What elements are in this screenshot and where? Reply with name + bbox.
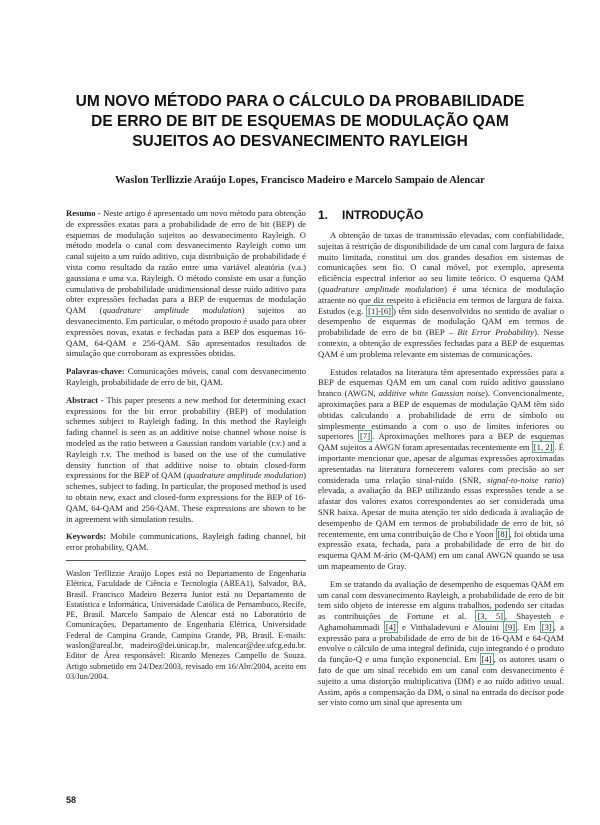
resumo [66, 208, 306, 359]
intro-p3-text: Em se tratando da avaliação de desempenho de esquemas QAM em um canal com desvanecimento Rayleigh, a probabilidade de erro de bit tem sido objeto de interesse em alguns trabalhos, podendo ser citadas as contribuições de Fortune et al. [318, 578, 564, 622]
paper-title [40, 92, 560, 152]
title-line-2: DE ERRO DE BIT DE ESQUEMAS DE MODULAÇÃO QAM [91, 113, 509, 130]
section-heading [318, 208, 564, 222]
authors: Waslon Terllizzie Araújo Lopes, Francisco Madeiro e Marcelo Sampaio de Alencar [115, 175, 485, 186]
left-column [66, 208, 306, 689]
intro-paragraph-1 [318, 230, 564, 360]
citation-link[interactable]: [4] [385, 621, 396, 632]
resumo-text-2: ) sujeitos ao desvanecimento. Em particular, o método proposto é usado para obter expressões novas, exatas e fechadas para a BEP dos esquemas 16-QAM, 64-QAM e 256-QAM. São apresentados resultados de simulação que corroboram as expressões obtidas. [66, 305, 306, 359]
citation-link[interactable]: [3, 5] [477, 611, 503, 622]
page-number: 58 [66, 795, 77, 805]
abstract [66, 395, 306, 525]
intro-p2-text-f: , foi obtida uma expressão exata, fechada, para a probabilidade de erro de bit do esquema QAM M-ário (M-QAM) em um canal AWGN quando se usa um mapeamento de Gray. [318, 528, 565, 571]
intro-p1-text-c: ) têm sido desenvolvidos no sentido de avaliar o desempenho de esquemas de modulação QAM em termos de probabilidade de erro de bit (BEP – [318, 305, 564, 338]
section-title: INTRODUÇÃO [342, 208, 424, 222]
abstract-text: This paper presents a new method for determining exact expressions for the bit error probability (BEP) of modulation schemes subject to Rayleigh fading. In this method the Rayleigh fading channel is seen as an additive noise channel whose noise is modeled as the ratio between a Gaussian random variable (r.v.) and a Rayleigh r.v. The method is based on the use of the cumulative density function of that additive noise to obtain closed-form expressions for the BEP of QAM ( [66, 394, 306, 481]
intro-p2-italic: additive white Gaussian noise [378, 388, 485, 399]
intro-p2-text-b: ). Convencionalmente, aproximações para a BEP de esquemas de modulação QAM têm sido obtidas calculando a probabilidade de erro de símbolo ou simplesmente estimando a com o uso de limites inferiores ou superiores [318, 388, 564, 442]
title-line-3: SUJEITOS AO DESVANECIMENTO RAYLEIGH [132, 133, 468, 150]
citation-link[interactable]: [7] [360, 431, 371, 442]
intro-p2-text-e: ) elevada, a avaliação da BEP utilizando essas expressões tende a se afastar dos valores exatos correspondentes ao ser considerada uma SNR baixa. Apesar de muita atenção ter sido dedicada à avaliação de desempenho de QAM em termos de probabilidade de erro de bit, só recentemente, em uma contribuição de Cho e Yoon [318, 474, 565, 539]
intro-paragraph-2 [318, 367, 564, 572]
keywords-text: Mobile communications, Rayleigh fading channel, bit error probability, QAM. [66, 531, 306, 553]
intro-p2-italic-2: signal-to-noise ratio [486, 474, 562, 485]
abstract-italic: quadrature amplitude modulation [186, 470, 304, 481]
right-column [318, 208, 564, 715]
citation-link[interactable]: [4] [481, 654, 492, 665]
resumo-italic: quadrature amplitude modulation [102, 305, 242, 316]
abstract-text-2: ) schemes, subject to fading. In particular, the proposed method is used to obtain new, exact and closed-form expressions for the BEP of 16-QAM, 64-QAM and 256-QAM. These expressions are shown to be in agreement with simulation results. [66, 470, 306, 524]
intro-p2-text-c: . Aproximações melhores para a BEP de esquemas QAM sujeitos a AWGN foram apresentadas recentemente em [318, 431, 564, 453]
intro-p1-text-b: ) é uma técnica de modulação atraente no que diz respeito à eficiência em termos de largura de faixa. Estudos (e.g. [318, 283, 565, 316]
intro-p3-text-f: , os autores usam o fato de que um sinal recebido em um canal com desvanecimento é sujeito a uma distorção multiplicativa (DM) e ao ruído aditivo usual. Assim, após a compensação da DM, o sinal na entrada do decisor pode ser visto como um sinal que apresenta um [318, 654, 564, 708]
intro-p2-text: Estudos relatados na literatura têm apresentado expressões para a BEP de esquemas QAM em um canal com ruído aditivo gaussiano branco (AWGN, [318, 366, 564, 399]
intro-p1-text: A obtenção de taxas de transmissão elevadas, com confiabilidade, sujeitas à restrição de disponibilidade de um canal com largura de faixa muito limitada, constitui um dos grandes desafios em sistemas de comunicações sem fio. O canal móvel, por exemplo, apresenta eficiência espectral inferior ao seu limite teórico. O esquema QAM ( [318, 230, 564, 294]
intro-paragraph-3 [318, 579, 564, 709]
footnote-divider [66, 560, 306, 561]
palavras-chave [66, 366, 306, 388]
resumo-text: Neste artigo é apresentado um novo método para obtenção de expressões exatas para a probabilidade de erro de bit (BEP) de esquemas de modulação sujeitos ao desvanecimento Rayleigh. O método modela o canal com desvanecimento Rayleigh como um canal sujeito a um ruído aditivo, cuja distribuição de probabilidade é vista como resultado da razão entre uma variável aleatória (v.a.) gaussiana e uma v.a. Rayleigh. O método consiste em usar a função cumulativa de probabilidade unidimensional desse ruído aditivo para obter expressões fechadas para a BEP de esquemas de modulação QAM ( [66, 208, 306, 316]
abstract-label: Abstract - [66, 394, 104, 405]
citation-link[interactable]: [1]-[6] [368, 305, 392, 316]
resumo-label: Resumo - [66, 208, 101, 218]
intro-p1-italic: quadrature amplitude modulation [320, 283, 445, 294]
intro-p3-text-b: , Shayesteh e Aghamohammadi [318, 611, 564, 632]
citation-link[interactable]: [1, 2] [533, 442, 553, 453]
title-line-1: UM NOVO MÉTODO PARA O CÁLCULO DA PROBABILIDADE [75, 93, 525, 110]
citation-link[interactable]: [8] [497, 528, 508, 539]
intro-p3-text-c: e Vitthaladevuni e Alouini [397, 621, 504, 632]
keywords-label: Keywords: [66, 531, 107, 542]
citation-link[interactable]: [3] [541, 621, 552, 632]
citation-link[interactable]: [9] [505, 621, 516, 632]
intro-p1-text-d: ). Nesse contexto, a obtenção de expressões fechadas para a BEP de esquemas QAM é um problema relevante em sistemas de comunicações. [318, 327, 564, 359]
footnote: Waslon Terllizzie Araújo Lopes está no Departamento de Engenharia Elétrica, Faculdade de Ciência e Tecnologia (AREA1), Salvador, BA, Brasil. Francisco Madeiro Bezerra Junior está no Departamento de Estatística e Informática, Universidade Católica de Pernambuco, Recife, PE, Brasil. Marcelo Sampaio de Alencar está no Laboratório de Comunicações, Departamento de Engenharia Elétrica, Universidade Federal de Campina Grande, Campina Grande, PB, Brasil. E-mails: waslon@areal.br, madeiro@dei.unicap.br, malencar@dee.ufcg.edu.br. Editor de Área responsável: Ricardo Menezes Campello de Souza. Artigo submetido em 24/Dez/2003, revisado em 16/Abr/2004, aceito em 03/Jun/2004. [66, 568, 306, 681]
palavras-text: Comunicações móveis, canal com desvanecimento Rayleigh, probabilidade de erro de bit, QAM. [66, 366, 306, 387]
intro-p3-text-d: . Em [517, 621, 540, 632]
intro-p3-text-e: , a expressão para a probabilidade de erro de bit de 16-QAM e 64-QAM envolve o cálculo de uma integral definida, cujo integrando é o produto da função-Q e uma função exponencial. Em [318, 621, 564, 665]
palavras-label: Palavras-chave: [66, 366, 125, 377]
section-number: 1. [318, 208, 329, 222]
intro-p1-italic-2: Bit Error Probability [457, 327, 535, 338]
keywords [66, 531, 306, 553]
intro-p2-text-d: . É importante mencionar que, apesar de algumas expressões aproximadas apresentadas na literatura fornecerem valores com precisão ao ser considerada uma relação sinal-ruído (SNR, [318, 442, 564, 485]
